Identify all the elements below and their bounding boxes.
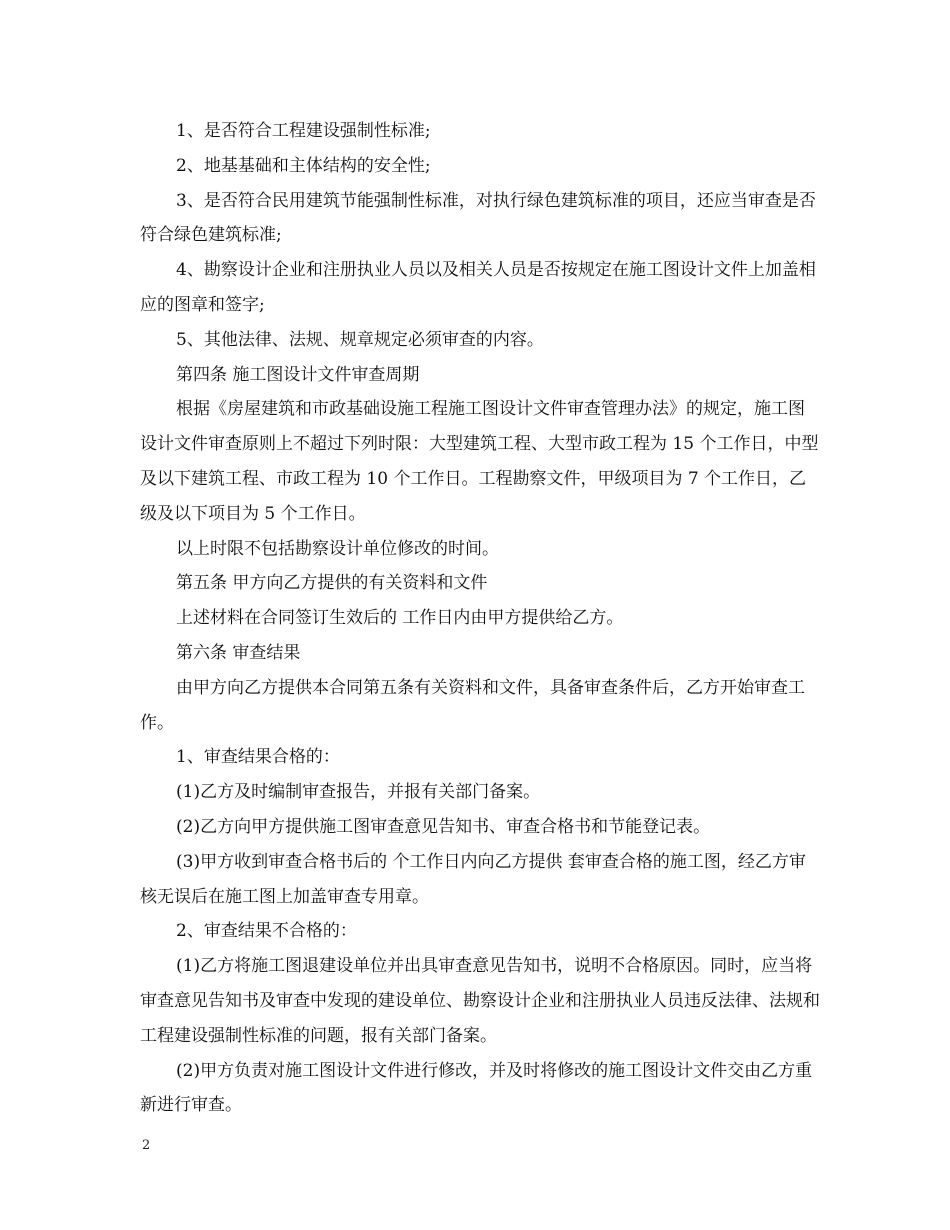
article-6-body: 由甲方向乙方提供本合同第五条有关资料和文件，具备审查条件后，乙方开始审查工作。: [140, 677, 805, 733]
article-5-body: 上述材料在合同签订生效后的 工作日内由甲方提供给乙方。: [176, 608, 624, 629]
result-pass-heading: 1、审查结果合格的：: [176, 747, 340, 768]
article-4-body: 根据《房屋建筑和市政基础设施工程施工图设计文件审查管理办法》的规定，施工图设计文件审查原则上不超过下列时限：大型建筑工程、大型市政工程为 15 个工作日，中型及以下建筑工程、市政工程为 10 个工作日。工程勘察文件，甲级项目为 7 个工作日，乙级及以下项目为 5 个工作日。: [140, 399, 819, 524]
result-fail-item-2: (2)甲方负责对施工图设计文件进行修改，并及时将修改的施工图设计文件交由乙方重新进行审查。: [140, 1060, 813, 1116]
document-body: [140, 114, 820, 1123]
article-4-heading: 第四条 施工图设计文件审查周期: [176, 364, 420, 385]
paragraph-item-5: 5、其他法律、法规、规章规定必须审查的内容。: [176, 329, 544, 350]
result-pass-item-2: (2)乙方向甲方提供施工图审查意见告知书、审查合格书和节能登记表。: [176, 816, 711, 837]
result-pass-item-1: (1)乙方及时编制审查报告，并报有关部门备案。: [176, 782, 541, 803]
paragraph-item-1: 1、是否符合工程建设强制性标准;: [176, 121, 431, 141]
result-pass-item-3: (3)甲方收到审查合格书后的 个工作日内向乙方提供 套审查合格的施工图，经乙方审核无误后在施工图上加盖审查专用章。: [140, 851, 806, 907]
paragraph-item-3: 3、是否符合民用建筑节能强制性标准，对执行绿色建筑标准的项目，还应当审查是否符合绿色建筑标准;: [140, 190, 816, 246]
article-4-note: 以上时限不包括勘察设计单位修改的时间。: [176, 538, 499, 559]
paragraph-item-4: 4、勘察设计企业和注册执业人员以及相关人员是否按规定在施工图设计文件上加盖相应的图章和签字;: [140, 260, 816, 315]
article-5-heading: 第五条 甲方向乙方提供的有关资料和文件: [176, 573, 488, 594]
paragraph-item-2: 2、地基基础和主体结构的安全性;: [176, 155, 431, 176]
result-fail-item-1: (1)乙方将施工图退建设单位并出具审查意见告知书，说明不合格原因。同时，应当将审查意见告知书及审查中发现的建设单位、勘察设计企业和注册执业人员违反法律、法规和工程建设强制性标准的问题，报有关部门备案。: [140, 956, 820, 1046]
result-fail-heading: 2、审查结果不合格的：: [176, 921, 357, 942]
page-number: 2: [142, 1138, 151, 1153]
article-6-heading: 第六条 审查结果: [176, 642, 301, 663]
